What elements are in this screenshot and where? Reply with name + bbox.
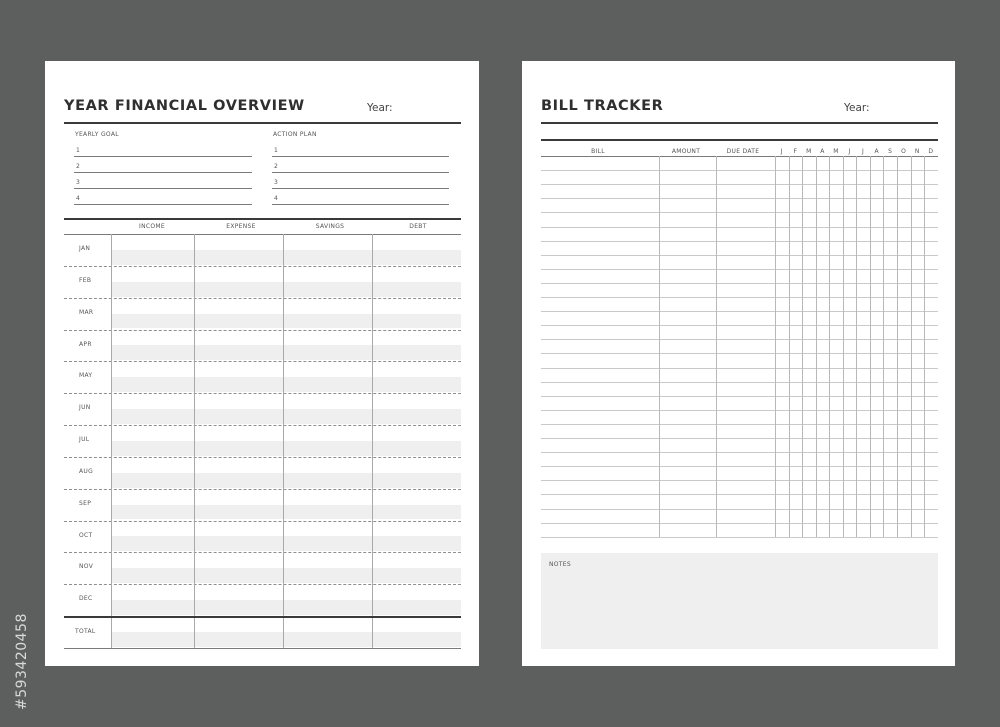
month-initial: S <box>888 148 893 155</box>
month-label: OCT <box>79 531 93 539</box>
plan-line <box>272 188 449 189</box>
column-line <box>111 234 112 648</box>
bill-row-line <box>541 283 938 284</box>
table-top-rule <box>64 218 461 220</box>
month-divider <box>64 489 461 490</box>
bill-row-line <box>541 297 938 298</box>
page-title: BILL TRACKER <box>541 98 664 114</box>
column-header-debt: DEBT <box>409 223 427 230</box>
column-header-due-date: DUE DATE <box>726 148 760 155</box>
plan-line-number: 2 <box>274 163 279 170</box>
bill-row-line <box>541 396 938 397</box>
bill-column-line <box>789 156 790 537</box>
month-initial: D <box>928 148 934 155</box>
column-header-amount: AMOUNT <box>671 148 701 155</box>
month-label: SEP <box>79 499 92 507</box>
goal-line-number: 1 <box>76 147 81 154</box>
month-initial: M <box>806 148 812 155</box>
notes-box[interactable] <box>541 553 938 649</box>
plan-line <box>272 204 449 205</box>
bill-tracker-page <box>522 61 955 666</box>
month-divider <box>64 584 461 585</box>
bill-row-line <box>541 452 938 453</box>
month-initial: F <box>793 148 798 155</box>
bill-column-line <box>924 156 925 537</box>
month-label: FEB <box>79 276 92 284</box>
month-label: APR <box>79 340 92 348</box>
bill-row-line <box>541 198 938 199</box>
bill-row-line <box>541 255 938 256</box>
month-divider <box>64 521 461 522</box>
bill-column-line <box>856 156 857 537</box>
month-label: NOV <box>79 563 94 571</box>
column-header-bill: BILL <box>591 148 605 155</box>
action-plan-header: ACTION PLAN <box>273 131 317 138</box>
stock-watermark <box>6 470 36 710</box>
month-label: JUN <box>79 404 91 412</box>
bill-column-line <box>716 156 717 537</box>
row-shade <box>111 314 461 329</box>
bill-row-line <box>541 353 938 354</box>
bill-row-line <box>541 523 938 524</box>
title-rule <box>64 122 461 124</box>
bill-column-line <box>843 156 844 537</box>
bill-column-line <box>816 156 817 537</box>
bill-column-line <box>775 156 776 537</box>
month-divider <box>64 393 461 394</box>
column-header-income: INCOME <box>139 223 165 230</box>
column-line <box>372 234 373 648</box>
notes-label: NOTES <box>549 561 571 568</box>
year-financial-overview-page <box>45 61 479 666</box>
bill-row-line <box>541 494 938 495</box>
bill-row-line <box>541 382 938 383</box>
bill-column-line <box>883 156 884 537</box>
bill-row-line <box>541 170 938 171</box>
column-line <box>283 234 284 648</box>
month-initial: N <box>914 148 920 155</box>
row-shade <box>111 345 461 360</box>
row-shade <box>111 568 461 583</box>
goal-line-number: 2 <box>76 163 81 170</box>
bill-row-line <box>541 227 938 228</box>
bill-row-line <box>541 480 938 481</box>
bill-row-line <box>541 424 938 425</box>
goal-line <box>74 204 252 205</box>
bill-row-line <box>541 410 938 411</box>
table-top-rule <box>541 139 938 141</box>
plan-line-number: 4 <box>274 195 279 202</box>
bill-row-line <box>541 311 938 312</box>
plan-line <box>272 156 449 157</box>
goal-line-number: 4 <box>76 195 81 202</box>
plan-line-number: 1 <box>274 147 279 154</box>
bill-row-line <box>541 509 938 510</box>
bill-column-line <box>911 156 912 537</box>
month-initial: O <box>901 148 907 155</box>
bill-row-line <box>541 212 938 213</box>
bill-row-line <box>541 269 938 270</box>
total-rule <box>64 616 461 618</box>
goal-line <box>74 188 252 189</box>
month-divider <box>64 425 461 426</box>
header-rule <box>64 234 461 235</box>
month-divider <box>64 298 461 299</box>
month-label: DEC <box>79 595 93 603</box>
row-shade <box>111 409 461 424</box>
year-label: Year: <box>844 102 870 114</box>
total-row-shade <box>111 632 461 647</box>
row-shade <box>111 250 461 265</box>
month-initial: M <box>833 148 839 155</box>
goal-line <box>74 156 252 157</box>
bill-row-line <box>541 184 938 185</box>
plan-line-number: 3 <box>274 179 279 186</box>
bill-row-line <box>541 368 938 369</box>
row-shade <box>111 473 461 488</box>
bill-row-line <box>541 241 938 242</box>
month-label: JAN <box>79 245 91 252</box>
bill-row-line <box>541 325 938 326</box>
row-shade <box>111 282 461 297</box>
bill-row-line <box>541 537 938 538</box>
bill-column-line <box>870 156 871 537</box>
row-shade <box>111 505 461 520</box>
month-divider <box>64 457 461 458</box>
table-bottom-rule <box>64 648 461 649</box>
month-divider <box>64 552 461 553</box>
goal-line <box>74 172 252 173</box>
bill-column-line <box>659 156 660 537</box>
month-divider <box>64 266 461 267</box>
month-initial: J <box>862 148 865 155</box>
title-rule <box>541 122 938 124</box>
total-label: TOTAL <box>75 628 96 635</box>
month-divider <box>64 361 461 362</box>
month-label: JUL <box>79 436 90 443</box>
row-shade <box>111 377 461 392</box>
column-header-savings: SAVINGS <box>315 223 345 230</box>
header-rule <box>541 156 938 157</box>
month-label: AUG <box>79 467 94 475</box>
month-initial: A <box>820 148 825 155</box>
month-label: MAY <box>79 372 93 380</box>
month-initial: J <box>848 148 851 155</box>
watermark-id: #593420458 <box>14 613 30 710</box>
bill-column-line <box>897 156 898 537</box>
row-shade <box>111 536 461 551</box>
yearly-goal-header: YEARLY GOAL <box>75 131 119 138</box>
goal-line-number: 3 <box>76 179 81 186</box>
page-title: YEAR FINANCIAL OVERVIEW <box>64 98 305 114</box>
row-shade <box>111 600 461 615</box>
year-label: Year: <box>367 102 393 114</box>
bill-row-line <box>541 466 938 467</box>
month-divider <box>64 330 461 331</box>
column-line <box>194 234 195 648</box>
bill-row-line <box>541 438 938 439</box>
bill-column-line <box>829 156 830 537</box>
month-initial: A <box>874 148 879 155</box>
bill-row-line <box>541 339 938 340</box>
plan-line <box>272 172 449 173</box>
month-initial: J <box>780 148 783 155</box>
column-header-expense: EXPENSE <box>226 223 256 230</box>
month-label: MAR <box>79 308 94 316</box>
bill-column-line <box>802 156 803 537</box>
row-shade <box>111 441 461 456</box>
